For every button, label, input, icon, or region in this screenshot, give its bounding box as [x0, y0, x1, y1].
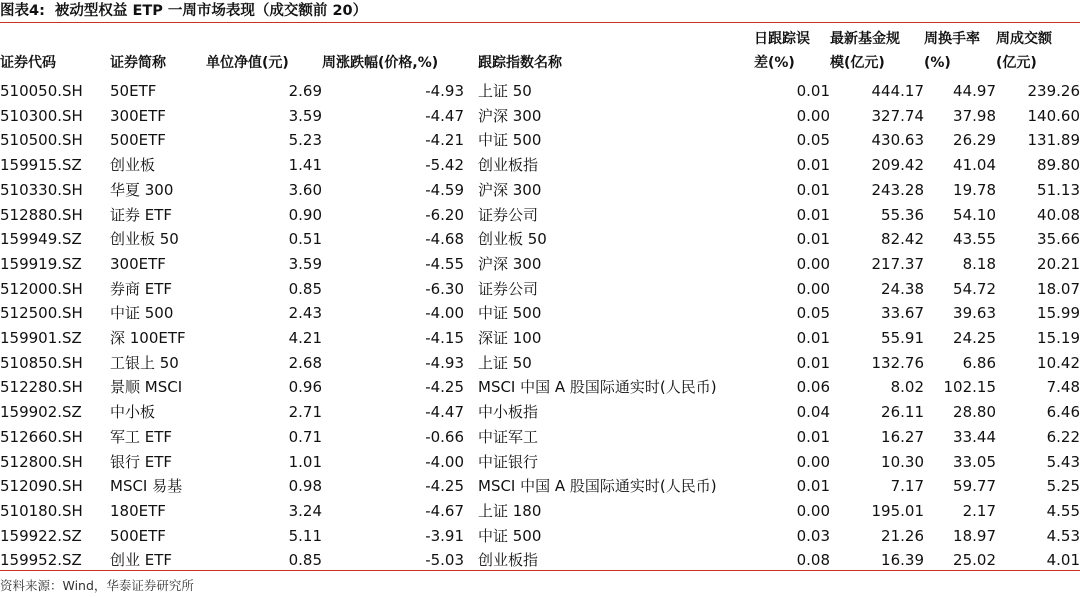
cell-code: 159902.SZ — [0, 403, 82, 422]
cell-tracking-error: 0.01 — [796, 329, 830, 348]
table-row — [0, 79, 1080, 104]
cell-fund-size: 132.76 — [871, 353, 924, 372]
figure-title — [0, 0, 367, 22]
cell-short-name: 创业板 50 — [110, 230, 179, 249]
cell-weekly-change: -4.00 — [425, 452, 464, 471]
cell-tracking-error: 0.01 — [796, 156, 830, 175]
header-line: 周涨跌幅(价格,%) — [322, 55, 439, 71]
table-row — [0, 499, 1080, 524]
cell-volume: 4.53 — [1046, 526, 1080, 545]
header-line: 最新基金规 — [830, 31, 900, 47]
cell-nav: 3.59 — [288, 106, 322, 125]
header-code — [0, 27, 106, 79]
cell-turnover: 54.10 — [953, 205, 996, 224]
cell-weekly-change: -3.91 — [425, 526, 464, 545]
cell-code: 512280.SH — [0, 378, 83, 397]
cell-turnover: 28.80 — [953, 403, 996, 422]
cell-fund-size: 21.26 — [881, 526, 924, 545]
cell-weekly-change: -4.93 — [425, 353, 464, 372]
cell-code: 159919.SZ — [0, 254, 82, 273]
cell-volume: 7.48 — [1046, 378, 1080, 397]
cell-short-name: 工银上 50 — [110, 353, 179, 372]
cell-tracking-error: 0.00 — [796, 452, 830, 471]
cell-nav: 1.41 — [288, 156, 322, 175]
source-note: 资料来源：Wind，华泰证券研究所 — [0, 578, 194, 593]
cell-tracking-index: 中证 500 — [478, 304, 542, 323]
cell-weekly-change: -4.67 — [425, 501, 464, 520]
table-row — [0, 153, 1080, 178]
header-line: 证券代码 — [0, 55, 56, 71]
cell-tracking-index: 沪深 300 — [478, 254, 542, 273]
cell-code: 159949.SZ — [0, 230, 82, 249]
header-tracking-error — [754, 27, 830, 79]
cell-tracking-error: 0.06 — [796, 378, 830, 397]
cell-code: 510300.SH — [0, 106, 83, 125]
cell-short-name: 180ETF — [110, 501, 166, 520]
cell-short-name: 300ETF — [110, 106, 166, 125]
table-row — [0, 400, 1080, 425]
cell-volume: 20.21 — [1037, 254, 1080, 273]
bottom-rule — [0, 570, 1080, 571]
cell-tracking-error: 0.00 — [796, 106, 830, 125]
cell-fund-size: 430.63 — [871, 131, 924, 150]
cell-turnover: 54.72 — [953, 279, 996, 298]
header-fund-size — [830, 27, 924, 79]
cell-fund-size: 33.67 — [881, 304, 924, 323]
cell-tracking-index: 中证军工 — [478, 427, 539, 446]
cell-volume: 140.60 — [1027, 106, 1080, 125]
cell-short-name: MSCI 易基 — [110, 477, 183, 496]
cell-short-name: 300ETF — [110, 254, 166, 273]
table-row — [0, 425, 1080, 450]
cell-weekly-change: -0.66 — [425, 427, 464, 446]
cell-tracking-error: 0.03 — [796, 526, 830, 545]
cell-volume: 40.08 — [1037, 205, 1080, 224]
cell-volume: 18.07 — [1037, 279, 1080, 298]
table-row — [0, 227, 1080, 252]
cell-volume: 51.13 — [1037, 180, 1080, 199]
top-rule — [0, 22, 1080, 23]
cell-fund-size: 209.42 — [871, 156, 924, 175]
header-line: 差(%) — [754, 55, 795, 71]
cell-weekly-change: -6.20 — [425, 205, 464, 224]
cell-nav: 0.85 — [288, 279, 322, 298]
cell-nav: 0.98 — [288, 477, 322, 496]
cell-volume: 35.66 — [1037, 230, 1080, 249]
cell-tracking-error: 0.01 — [796, 230, 830, 249]
cell-code: 159915.SZ — [0, 156, 82, 175]
table-row — [0, 524, 1080, 549]
cell-tracking-error: 0.00 — [796, 254, 830, 273]
table-row — [0, 474, 1080, 499]
cell-tracking-index: 证券公司 — [478, 205, 539, 224]
cell-volume: 131.89 — [1027, 131, 1080, 150]
cell-turnover: 18.97 — [953, 526, 996, 545]
cell-tracking-index: 上证 180 — [478, 501, 542, 520]
cell-turnover: 37.98 — [953, 106, 996, 125]
cell-code: 510180.SH — [0, 501, 83, 520]
table-row — [0, 104, 1080, 129]
table-row — [0, 326, 1080, 351]
cell-weekly-change: -6.30 — [425, 279, 464, 298]
header-line: 周换手率 — [924, 31, 980, 47]
cell-tracking-error: 0.01 — [796, 205, 830, 224]
cell-code: 510850.SH — [0, 353, 83, 372]
cell-fund-size: 243.28 — [871, 180, 924, 199]
cell-tracking-error: 0.00 — [796, 501, 830, 520]
cell-weekly-change: -4.25 — [425, 378, 464, 397]
header-line — [110, 31, 115, 47]
cell-tracking-index: 中证银行 — [478, 452, 539, 471]
cell-fund-size: 24.38 — [881, 279, 924, 298]
cell-turnover: 33.44 — [953, 427, 996, 446]
cell-code: 512880.SH — [0, 205, 83, 224]
cell-fund-size: 16.27 — [881, 427, 924, 446]
cell-weekly-change: -4.68 — [425, 230, 464, 249]
cell-weekly-change: -4.59 — [425, 180, 464, 199]
cell-fund-size: 444.17 — [871, 82, 924, 100]
cell-turnover: 19.78 — [953, 180, 996, 199]
cell-tracking-error: 0.01 — [796, 353, 830, 372]
cell-nav: 3.59 — [288, 254, 322, 273]
cell-weekly-change: -5.42 — [425, 156, 464, 175]
cell-code: 159922.SZ — [0, 526, 82, 545]
cell-code: 512800.SH — [0, 452, 83, 471]
table-header-row — [0, 27, 1080, 79]
figure-label: 图表4: — [0, 3, 45, 19]
cell-code: 512660.SH — [0, 427, 83, 446]
cell-tracking-index: 沪深 300 — [478, 106, 542, 125]
cell-nav: 0.90 — [288, 205, 322, 224]
cell-code: 159901.SZ — [0, 329, 82, 348]
cell-fund-size: 26.11 — [881, 403, 924, 422]
cell-volume: 15.19 — [1037, 329, 1080, 348]
cell-turnover: 6.86 — [962, 353, 996, 372]
figure-caption: 被动型权益 ETP 一周市场表现（成交额前 20） — [54, 3, 368, 19]
cell-weekly-change: -4.93 — [425, 82, 464, 100]
cell-short-name: 券商 ETF — [110, 279, 173, 298]
table-row — [0, 128, 1080, 153]
cell-turnover: 2.17 — [962, 501, 996, 520]
cell-weekly-change: -4.55 — [425, 254, 464, 273]
cell-tracking-index: 深证 100 — [478, 329, 542, 348]
table-row — [0, 252, 1080, 277]
cell-nav: 3.24 — [288, 501, 322, 520]
cell-turnover: 44.97 — [953, 82, 996, 100]
header-line: 单位净值(元) — [206, 55, 289, 71]
cell-tracking-error: 0.04 — [796, 403, 830, 422]
cell-weekly-change: -4.15 — [425, 329, 464, 348]
cell-turnover: 25.02 — [953, 551, 996, 570]
cell-short-name: 500ETF — [110, 131, 166, 150]
table-row — [0, 203, 1080, 228]
cell-code: 159952.SZ — [0, 551, 82, 570]
cell-nav: 0.71 — [288, 427, 322, 446]
cell-short-name: 创业板 — [110, 156, 156, 175]
cell-short-name: 深 100ETF — [110, 329, 186, 348]
cell-fund-size: 82.42 — [881, 230, 924, 249]
cell-nav: 2.68 — [288, 353, 322, 372]
header-line: 日跟踪误 — [754, 31, 810, 47]
table-row — [0, 301, 1080, 326]
cell-short-name: 500ETF — [110, 526, 166, 545]
cell-turnover: 24.25 — [953, 329, 996, 348]
cell-fund-size: 7.17 — [890, 477, 924, 496]
cell-tracking-error: 0.01 — [796, 82, 830, 100]
header-turnover — [924, 27, 996, 79]
cell-weekly-change: -5.03 — [425, 551, 464, 570]
cell-tracking-index: 创业板 50 — [478, 230, 547, 249]
cell-tracking-error: 0.01 — [796, 477, 830, 496]
cell-fund-size: 16.39 — [881, 551, 924, 570]
cell-tracking-index: 沪深 300 — [478, 180, 542, 199]
cell-tracking-error: 0.01 — [796, 180, 830, 199]
header-line — [322, 31, 327, 47]
cell-tracking-error: 0.05 — [796, 304, 830, 323]
cell-code: 510050.SH — [0, 82, 83, 100]
cell-fund-size: 10.30 — [881, 452, 924, 471]
table-row — [0, 178, 1080, 203]
cell-nav: 5.11 — [288, 526, 322, 545]
cell-nav: 4.21 — [288, 329, 322, 348]
cell-nav: 0.96 — [288, 378, 322, 397]
cell-code: 512500.SH — [0, 304, 83, 323]
cell-volume: 5.25 — [1046, 477, 1080, 496]
cell-short-name: 创业 ETF — [110, 551, 173, 570]
header-line: 模(亿元) — [830, 55, 885, 71]
cell-tracking-index: MSCI 中国 A 股国际通实时(人民币) — [478, 378, 717, 397]
cell-volume: 4.01 — [1046, 551, 1080, 570]
cell-turnover: 41.04 — [953, 156, 996, 175]
header-line: 证券简称 — [110, 55, 166, 71]
cell-turnover: 8.18 — [962, 254, 996, 273]
cell-short-name: 华夏 300 — [110, 180, 174, 199]
cell-tracking-index: MSCI 中国 A 股国际通实时(人民币) — [478, 477, 717, 496]
cell-weekly-change: -4.00 — [425, 304, 464, 323]
header-nav — [202, 27, 322, 79]
cell-volume: 10.42 — [1037, 353, 1080, 372]
cell-volume: 89.80 — [1037, 156, 1080, 175]
cell-turnover: 102.15 — [943, 378, 996, 397]
header-line — [206, 31, 211, 47]
cell-nav: 3.60 — [288, 180, 322, 199]
cell-short-name: 证券 ETF — [110, 205, 173, 224]
cell-nav: 0.85 — [288, 551, 322, 570]
cell-short-name: 中小板 — [110, 403, 156, 422]
header-weekly-change — [322, 27, 472, 79]
header-line — [0, 31, 5, 47]
cell-nav: 2.43 — [288, 304, 322, 323]
cell-nav: 2.69 — [288, 82, 322, 100]
cell-tracking-index: 中小板指 — [478, 403, 539, 422]
cell-code: 510330.SH — [0, 180, 83, 199]
cell-weekly-change: -4.21 — [425, 131, 464, 150]
cell-volume: 4.55 — [1046, 501, 1080, 520]
cell-tracking-index: 创业板指 — [478, 156, 539, 175]
cell-fund-size: 55.36 — [881, 205, 924, 224]
header-volume — [996, 27, 1080, 79]
cell-turnover: 43.55 — [953, 230, 996, 249]
table-row — [0, 450, 1080, 475]
cell-volume: 6.22 — [1046, 427, 1080, 446]
header-line: (亿元) — [996, 55, 1037, 71]
cell-nav: 5.23 — [288, 131, 322, 150]
cell-tracking-index: 中证 500 — [478, 526, 542, 545]
cell-weekly-change: -4.25 — [425, 477, 464, 496]
cell-nav: 0.51 — [288, 230, 322, 249]
cell-code: 510500.SH — [0, 131, 83, 150]
cell-tracking-error: 0.01 — [796, 427, 830, 446]
table-row — [0, 351, 1080, 376]
cell-fund-size: 195.01 — [871, 501, 924, 520]
header-line: 周成交额 — [996, 31, 1052, 47]
cell-code: 512000.SH — [0, 279, 83, 298]
cell-turnover: 33.05 — [953, 452, 996, 471]
cell-short-name: 景顺 MSCI — [110, 378, 183, 397]
header-line — [478, 31, 483, 47]
cell-volume: 15.99 — [1037, 304, 1080, 323]
cell-tracking-index: 上证 50 — [478, 82, 532, 100]
cell-tracking-index: 中证 500 — [478, 131, 542, 150]
cell-nav: 1.01 — [288, 452, 322, 471]
cell-short-name: 军工 ETF — [110, 427, 173, 446]
cell-tracking-error: 0.08 — [796, 551, 830, 570]
cell-short-name: 50ETF — [110, 82, 157, 100]
cell-turnover: 26.29 — [953, 131, 996, 150]
header-line: (%) — [924, 55, 951, 71]
cell-weekly-change: -4.47 — [425, 106, 464, 125]
cell-short-name: 中证 500 — [110, 304, 174, 323]
cell-fund-size: 8.02 — [890, 378, 924, 397]
cell-fund-size: 217.37 — [871, 254, 924, 273]
cell-volume: 5.43 — [1046, 452, 1080, 471]
table-body — [0, 79, 1080, 573]
cell-short-name: 银行 ETF — [110, 452, 173, 471]
cell-turnover: 59.77 — [953, 477, 996, 496]
table-row — [0, 375, 1080, 400]
cell-volume: 239.26 — [1027, 82, 1080, 100]
cell-turnover: 39.63 — [953, 304, 996, 323]
header-short-name — [106, 27, 202, 79]
header-tracking-index — [472, 27, 754, 79]
cell-volume: 6.46 — [1046, 403, 1080, 422]
cell-fund-size: 327.74 — [871, 106, 924, 125]
cell-tracking-index: 上证 50 — [478, 353, 532, 372]
etp-performance-table — [0, 27, 1080, 573]
table-row — [0, 277, 1080, 302]
cell-tracking-error: 0.05 — [796, 131, 830, 150]
header-line: 跟踪指数名称 — [478, 55, 562, 71]
cell-tracking-index: 创业板指 — [478, 551, 539, 570]
cell-code: 512090.SH — [0, 477, 83, 496]
cell-tracking-index: 证券公司 — [478, 279, 539, 298]
cell-tracking-error: 0.00 — [796, 279, 830, 298]
cell-fund-size: 55.91 — [881, 329, 924, 348]
cell-weekly-change: -4.47 — [425, 403, 464, 422]
cell-nav: 2.71 — [288, 403, 322, 422]
